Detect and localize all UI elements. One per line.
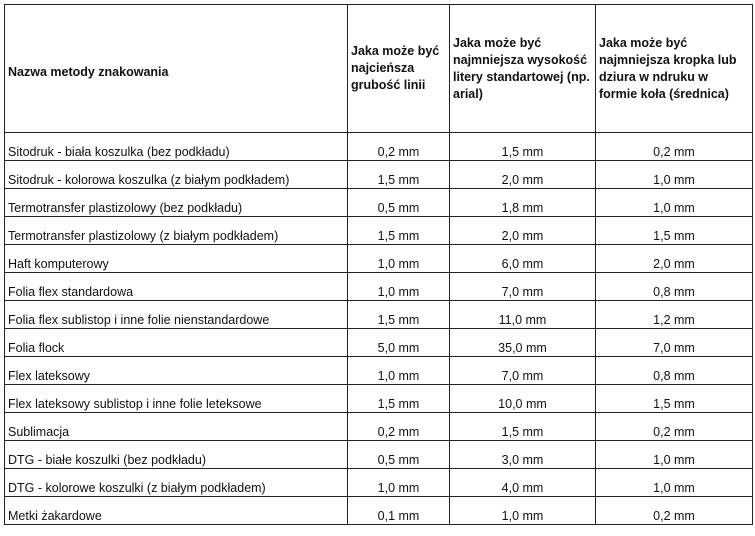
marking-methods-table: [4, 4, 753, 525]
line-thickness-cell: 1,0 mm: [348, 357, 450, 385]
line-thickness-cell: 5,0 mm: [348, 329, 450, 357]
line-thickness-cell: 1,0 mm: [348, 469, 450, 497]
header-min-line-thickness: Jaka może być najcieńsza grubość linii: [348, 5, 450, 133]
letter-height-cell: 1,5 mm: [450, 413, 596, 441]
dot-diameter-cell: 1,0 mm: [596, 189, 753, 217]
line-thickness-cell: 0,5 mm: [348, 189, 450, 217]
dot-diameter-cell: 2,0 mm: [596, 245, 753, 273]
table-row: [5, 273, 753, 301]
table-row: [5, 245, 753, 273]
dot-diameter-cell: 1,0 mm: [596, 469, 753, 497]
letter-height-cell: 7,0 mm: [450, 357, 596, 385]
method-name-cell: Folia flex standardowa: [5, 273, 348, 301]
letter-height-cell: 4,0 mm: [450, 469, 596, 497]
table-row: [5, 469, 753, 497]
table-row: [5, 329, 753, 357]
method-name-cell: Flex lateksowy sublistop i inne folie leteksowe: [5, 385, 348, 413]
method-name-cell: Folia flock: [5, 329, 348, 357]
line-thickness-cell: 1,0 mm: [348, 245, 450, 273]
line-thickness-cell: 0,5 mm: [348, 441, 450, 469]
method-name-cell: Sitodruk - biała koszulka (bez podkładu): [5, 133, 348, 161]
line-thickness-cell: 1,0 mm: [348, 273, 450, 301]
dot-diameter-cell: 1,5 mm: [596, 217, 753, 245]
letter-height-cell: 7,0 mm: [450, 273, 596, 301]
dot-diameter-cell: 0,8 mm: [596, 357, 753, 385]
letter-height-cell: 10,0 mm: [450, 385, 596, 413]
header-method-name: Nazwa metody znakowania: [5, 5, 348, 133]
method-name-cell: DTG - białe koszulki (bez podkładu): [5, 441, 348, 469]
method-name-cell: Termotransfer plastizolowy (bez podkładu): [5, 189, 348, 217]
letter-height-cell: 6,0 mm: [450, 245, 596, 273]
letter-height-cell: 3,0 mm: [450, 441, 596, 469]
method-name-cell: Termotransfer plastizolowy (z białym podkładem): [5, 217, 348, 245]
dot-diameter-cell: 0,2 mm: [596, 133, 753, 161]
dot-diameter-cell: 0,2 mm: [596, 497, 753, 525]
method-name-cell: Folia flex sublistop i inne folie nienstandardowe: [5, 301, 348, 329]
table-row: [5, 301, 753, 329]
letter-height-cell: 2,0 mm: [450, 217, 596, 245]
line-thickness-cell: 1,5 mm: [348, 217, 450, 245]
line-thickness-cell: 0,1 mm: [348, 497, 450, 525]
table-row: [5, 133, 753, 161]
dot-diameter-cell: 0,8 mm: [596, 273, 753, 301]
line-thickness-cell: 1,5 mm: [348, 385, 450, 413]
table-row: [5, 217, 753, 245]
header-min-letter-height: Jaka może być najmniejsza wysokość litery standartowej (np. arial): [450, 5, 596, 133]
table-row: [5, 497, 753, 525]
line-thickness-cell: 1,5 mm: [348, 161, 450, 189]
table-row: [5, 385, 753, 413]
dot-diameter-cell: 7,0 mm: [596, 329, 753, 357]
method-name-cell: Haft komputerowy: [5, 245, 348, 273]
method-name-cell: DTG - kolorowe koszulki (z białym podkładem): [5, 469, 348, 497]
header-row: [5, 5, 753, 133]
header-min-dot-diameter: Jaka może być najmniejsza kropka lub dziura w ndruku w formie koła (średnica): [596, 5, 753, 133]
method-name-cell: Metki żakardowe: [5, 497, 348, 525]
method-name-cell: Sublimacja: [5, 413, 348, 441]
line-thickness-cell: 1,5 mm: [348, 301, 450, 329]
line-thickness-cell: 0,2 mm: [348, 413, 450, 441]
dot-diameter-cell: 1,5 mm: [596, 385, 753, 413]
letter-height-cell: 35,0 mm: [450, 329, 596, 357]
table-row: [5, 357, 753, 385]
table-row: [5, 161, 753, 189]
dot-diameter-cell: 1,2 mm: [596, 301, 753, 329]
dot-diameter-cell: 1,0 mm: [596, 161, 753, 189]
dot-diameter-cell: 0,2 mm: [596, 413, 753, 441]
table-row: [5, 441, 753, 469]
letter-height-cell: 2,0 mm: [450, 161, 596, 189]
table-row: [5, 189, 753, 217]
letter-height-cell: 1,0 mm: [450, 497, 596, 525]
method-name-cell: Flex lateksowy: [5, 357, 348, 385]
method-name-cell: Sitodruk - kolorowa koszulka (z białym podkładem): [5, 161, 348, 189]
letter-height-cell: 11,0 mm: [450, 301, 596, 329]
spreadsheet-area: [4, 4, 752, 525]
table-row: [5, 413, 753, 441]
dot-diameter-cell: 1,0 mm: [596, 441, 753, 469]
line-thickness-cell: 0,2 mm: [348, 133, 450, 161]
letter-height-cell: 1,5 mm: [450, 133, 596, 161]
letter-height-cell: 1,8 mm: [450, 189, 596, 217]
